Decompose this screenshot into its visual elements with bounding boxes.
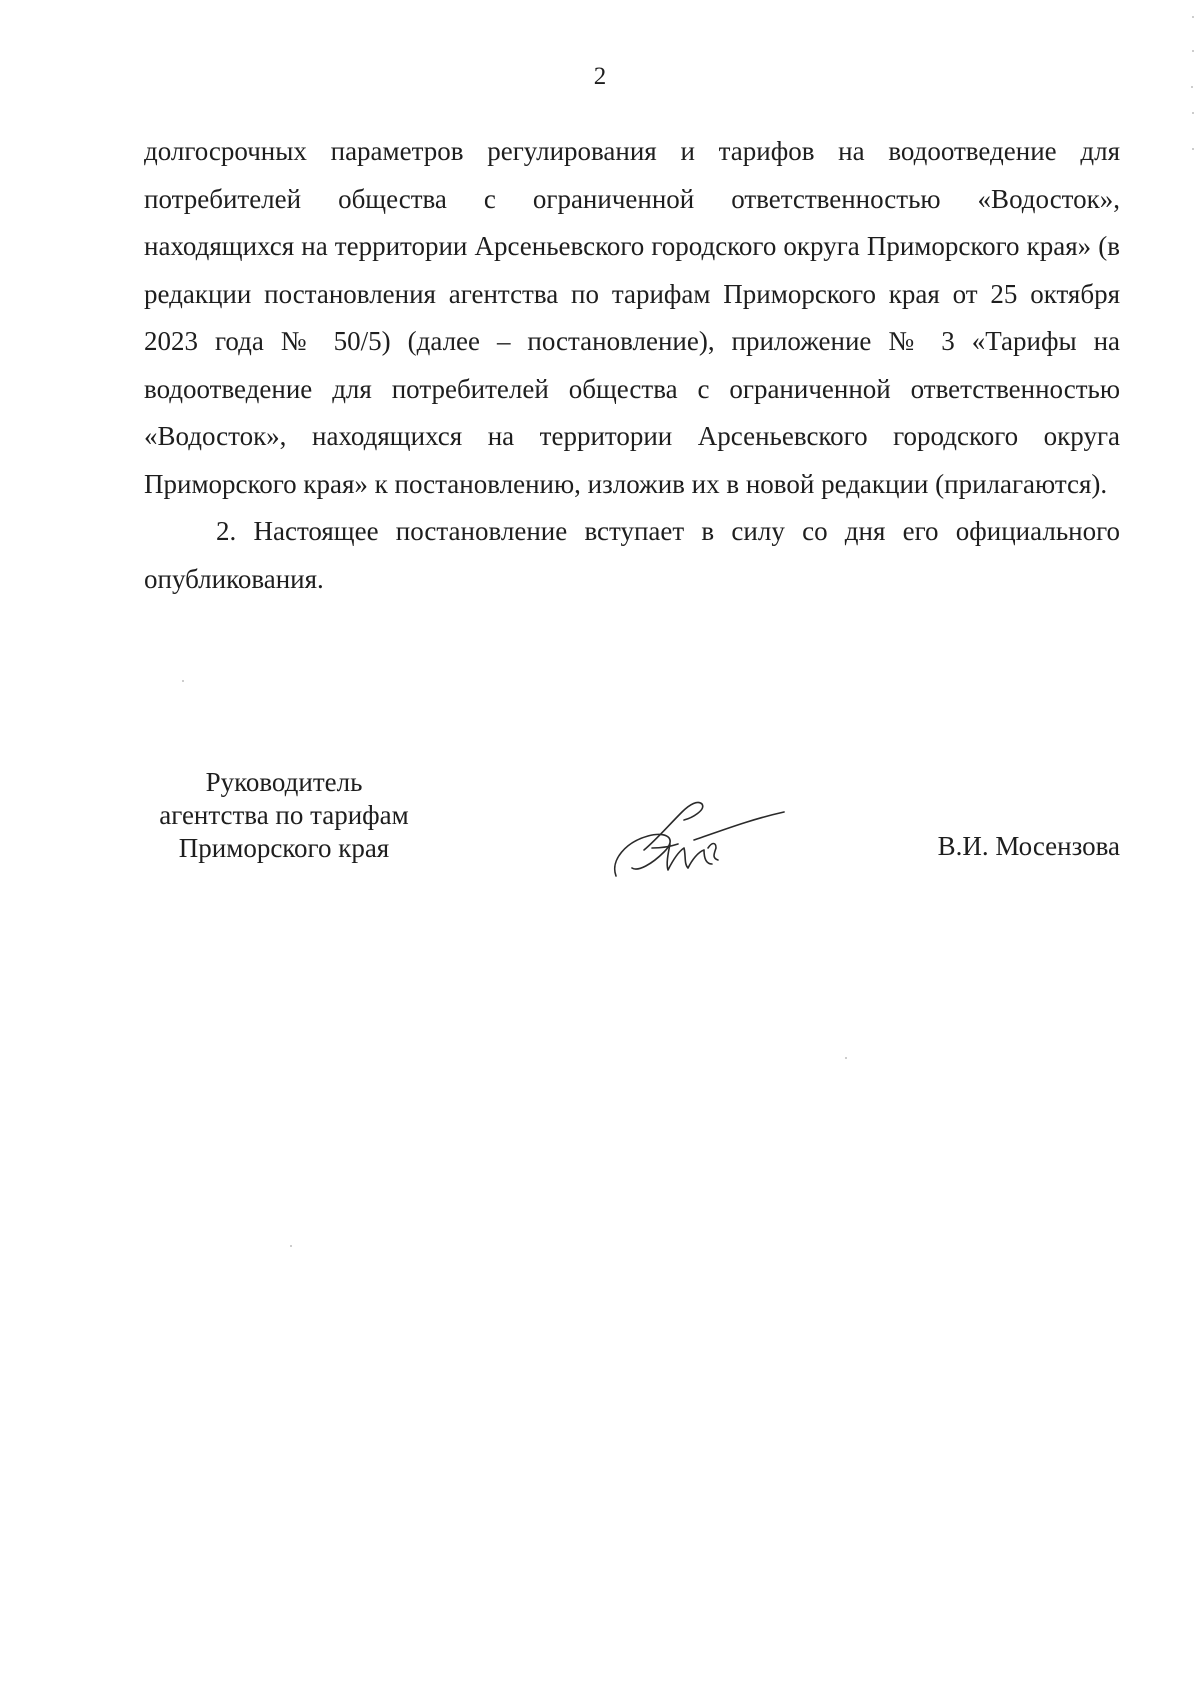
scan-speck: [182, 680, 184, 682]
scan-speck: [1192, 112, 1194, 114]
handwritten-signature: [608, 790, 788, 890]
paragraph-item-2: 2. Настоящее постановление вступает в силу со дня его официального опубликования.: [144, 516, 1120, 594]
scan-speck: [1192, 16, 1194, 18]
scan-speck: [290, 1245, 292, 1247]
signatory-position-line: Приморского края: [178, 833, 390, 863]
scan-speck: [1191, 86, 1193, 88]
scan-speck: [845, 1057, 847, 1059]
scan-speck: [1192, 50, 1194, 52]
signatory-position: [138, 766, 430, 865]
signer-name: В.И. Мосензова: [937, 831, 1120, 861]
document-body: [144, 128, 1120, 603]
signatory-position-line: Руководитель: [205, 767, 363, 797]
paragraph-continuation: долгосрочных параметров регулирования и тарифов на водоотведение для потребителей общества с ограниченной ответственностью «Водосток», находящихся на территории Арсеньевского городского округа Приморского края» (в редакции постановления агентства по тарифам Приморского края от 25 октября 2023 года № 50/5) (далее – постановление), приложение № 3 «Тарифы на водоотведение для потребителей общества с ограниченной ответственностью «Водосток», находящихся на территории Арсеньевского городского округа Приморского края» к постановлению, изложив их в новой редакции (прилагаются).: [144, 136, 1120, 499]
scan-speck: [1192, 148, 1194, 150]
page-number: 2: [593, 63, 607, 90]
signatory-position-line: агентства по тарифам: [159, 800, 409, 830]
